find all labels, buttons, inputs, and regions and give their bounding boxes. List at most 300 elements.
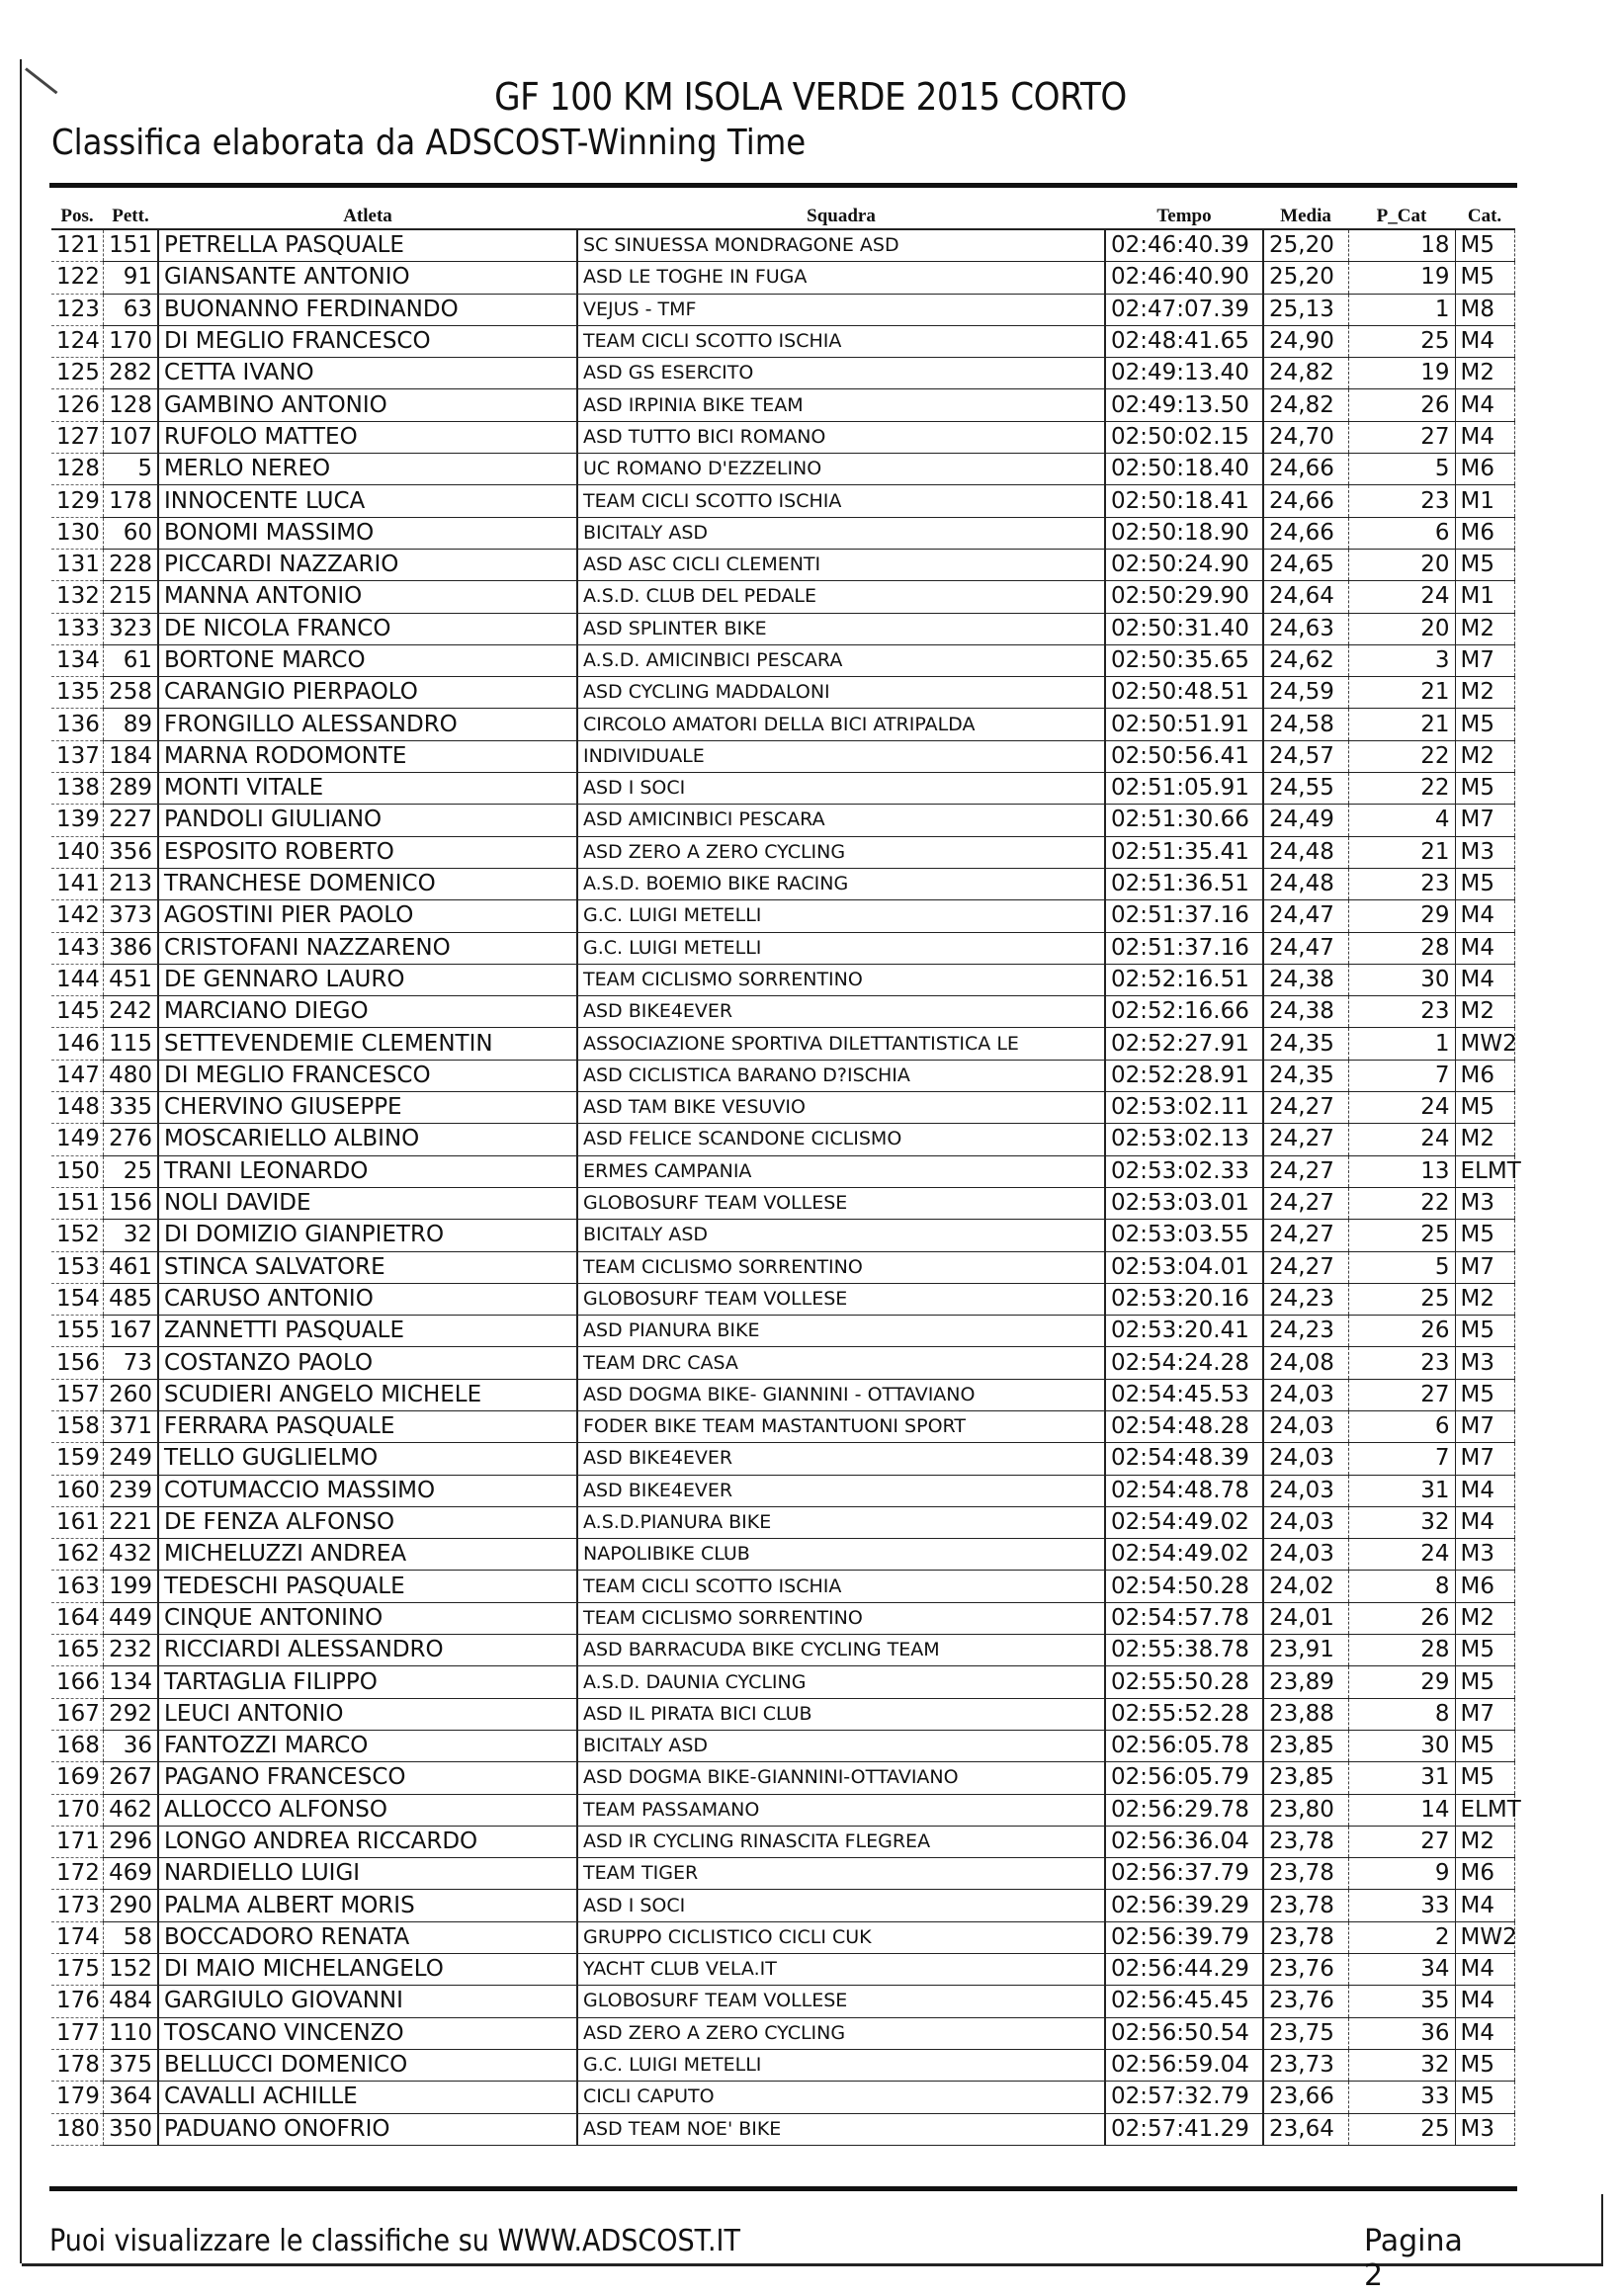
cell-pcat: 2 [1348, 1921, 1455, 1953]
table-row [51, 1379, 1514, 1410]
cell-squadra: A.S.D. CLUB DEL PEDALE [577, 581, 1105, 613]
cell-cat: M5 [1455, 549, 1514, 580]
cell-tempo: 02:49:13.50 [1105, 389, 1263, 421]
column-header-cat: Cat. [1455, 205, 1514, 229]
table-row [51, 1730, 1514, 1761]
cell-pett: 115 [103, 1028, 158, 1060]
cell-atleta: DI MAIO MICHELANGELO [158, 1954, 577, 1986]
cell-pos: 161 [51, 1506, 103, 1538]
column-header-pett: Pett. [103, 205, 158, 229]
cell-squadra: TEAM CICLI SCOTTO ISCHIA [577, 325, 1105, 357]
cell-cat: M3 [1455, 836, 1514, 868]
cell-atleta: ALLOCCO ALFONSO [158, 1794, 577, 1826]
cell-atleta: CARANGIO PIERPAOLO [158, 677, 577, 709]
cell-cat: M2 [1455, 1602, 1514, 1634]
cell-cat: M7 [1455, 1698, 1514, 1730]
table-row [51, 1155, 1514, 1187]
cell-pett: 60 [103, 517, 158, 549]
cell-pett: 128 [103, 389, 158, 421]
cell-cat: M3 [1455, 1347, 1514, 1379]
table-row [51, 932, 1514, 964]
cell-media: 25,13 [1263, 294, 1348, 325]
cell-pett: 227 [103, 805, 158, 836]
cell-pett: 461 [103, 1251, 158, 1283]
results-table [51, 205, 1521, 2146]
table-row [51, 294, 1514, 325]
cell-pos: 152 [51, 1220, 103, 1251]
cell-squadra: ASD IRPINIA BIKE TEAM [577, 389, 1105, 421]
cell-media: 24,27 [1263, 1124, 1348, 1155]
cell-tempo: 02:49:13.40 [1105, 358, 1263, 389]
cell-media: 24,48 [1263, 868, 1348, 899]
cell-pos: 159 [51, 1443, 103, 1475]
cell-tempo: 02:50:24.90 [1105, 549, 1263, 580]
cell-pos: 156 [51, 1347, 103, 1379]
cell-pcat: 30 [1348, 964, 1455, 995]
cell-squadra: GRUPPO CICLISTICO CICLI CUK [577, 1921, 1105, 1953]
table-row [51, 1220, 1514, 1251]
cell-cat: M6 [1455, 1571, 1514, 1602]
cell-cat: M4 [1455, 2017, 1514, 2049]
cell-pos: 158 [51, 1410, 103, 1442]
cell-media: 24,82 [1263, 389, 1348, 421]
cell-pcat: 36 [1348, 2017, 1455, 2049]
cell-tempo: 02:50:51.91 [1105, 709, 1263, 740]
cell-pett: 249 [103, 1443, 158, 1475]
cell-media: 23,78 [1263, 1858, 1348, 1890]
cell-atleta: DI MEGLIO FRANCESCO [158, 325, 577, 357]
cell-media: 24,23 [1263, 1316, 1348, 1347]
cell-atleta: TOSCANO VINCENZO [158, 2017, 577, 2049]
cell-media: 23,78 [1263, 1890, 1348, 1921]
cell-media: 24,35 [1263, 1028, 1348, 1060]
cell-pcat: 23 [1348, 868, 1455, 899]
cell-atleta: FANTOZZI MARCO [158, 1730, 577, 1761]
cell-pos: 134 [51, 644, 103, 676]
cell-atleta: COTUMACCIO MASSIMO [158, 1475, 577, 1506]
cell-cat: M1 [1455, 485, 1514, 517]
table-row [51, 581, 1514, 613]
cell-squadra: SC SINUESSA MONDRAGONE ASD [577, 229, 1105, 262]
cell-media: 24,03 [1263, 1410, 1348, 1442]
cell-squadra: TEAM TIGER [577, 1858, 1105, 1890]
cell-pett: 323 [103, 613, 158, 644]
cell-pcat: 27 [1348, 1379, 1455, 1410]
cell-squadra: ERMES CAMPANIA [577, 1155, 1105, 1187]
cell-pett: 213 [103, 868, 158, 899]
cell-pos: 123 [51, 294, 103, 325]
cell-media: 24,03 [1263, 1443, 1348, 1475]
cell-pos: 142 [51, 900, 103, 932]
page-subtitle: Classifica elaborata da ADSCOST-Winning Time [51, 123, 807, 163]
cell-pett: 480 [103, 1060, 158, 1091]
cell-pett: 469 [103, 1858, 158, 1890]
cell-pett: 221 [103, 1506, 158, 1538]
cell-atleta: BOCCADORO RENATA [158, 1921, 577, 1953]
cell-cat: M5 [1455, 1635, 1514, 1666]
cell-pett: 335 [103, 1092, 158, 1124]
cell-atleta: AGOSTINI PIER PAOLO [158, 900, 577, 932]
cell-atleta: PANDOLI GIULIANO [158, 805, 577, 836]
cell-squadra: BICITALY ASD [577, 1220, 1105, 1251]
cell-media: 24,35 [1263, 1060, 1348, 1091]
header-divider [49, 183, 1517, 188]
cell-pett: 356 [103, 836, 158, 868]
table-row [51, 1826, 1514, 1857]
cell-media: 24,38 [1263, 964, 1348, 995]
cell-cat: M2 [1455, 1826, 1514, 1857]
cell-pcat: 24 [1348, 1092, 1455, 1124]
cell-media: 24,27 [1263, 1092, 1348, 1124]
cell-pos: 154 [51, 1283, 103, 1315]
cell-media: 24,65 [1263, 549, 1348, 580]
table-row [51, 1506, 1514, 1538]
cell-cat: M2 [1455, 677, 1514, 709]
table-row [51, 709, 1514, 740]
cell-tempo: 02:50:18.41 [1105, 485, 1263, 517]
table-row [51, 996, 1514, 1028]
cell-media: 24,70 [1263, 421, 1348, 453]
cell-atleta: BONOMI MASSIMO [158, 517, 577, 549]
table-row [51, 1347, 1514, 1379]
cell-cat: M5 [1455, 1730, 1514, 1761]
cell-tempo: 02:50:35.65 [1105, 644, 1263, 676]
cell-atleta: MANNA ANTONIO [158, 581, 577, 613]
cell-tempo: 02:53:02.13 [1105, 1124, 1263, 1155]
cell-squadra: GLOBOSURF TEAM VOLLESE [577, 1187, 1105, 1219]
table-row [51, 613, 1514, 644]
cell-atleta: BELLUCCI DOMENICO [158, 2049, 577, 2081]
cell-squadra: ASD CICLISTICA BARANO D?ISCHIA [577, 1060, 1105, 1091]
cell-squadra: ASD I SOCI [577, 1890, 1105, 1921]
page-border-left [20, 59, 22, 2263]
cell-pos: 143 [51, 932, 103, 964]
cell-atleta: NARDIELLO LUIGI [158, 1858, 577, 1890]
cell-cat: M5 [1455, 229, 1514, 262]
cell-pett: 91 [103, 262, 158, 294]
cell-pos: 138 [51, 773, 103, 805]
cell-tempo: 02:50:29.90 [1105, 581, 1263, 613]
cell-pcat: 5 [1348, 1251, 1455, 1283]
cell-pett: 156 [103, 1187, 158, 1219]
cell-squadra: ASD AMICINBICI PESCARA [577, 805, 1105, 836]
cell-pcat: 25 [1348, 2113, 1455, 2145]
cell-pos: 175 [51, 1954, 103, 1986]
cell-pett: 290 [103, 1890, 158, 1921]
cell-pos: 162 [51, 1539, 103, 1571]
cell-pcat: 31 [1348, 1762, 1455, 1794]
cell-atleta: RICCIARDI ALESSANDRO [158, 1635, 577, 1666]
cell-tempo: 02:52:28.91 [1105, 1060, 1263, 1091]
cell-pos: 130 [51, 517, 103, 549]
cell-tempo: 02:56:59.04 [1105, 2049, 1263, 2081]
cell-squadra: ASD DOGMA BIKE-GIANNINI-OTTAVIANO [577, 1762, 1105, 1794]
cell-pos: 179 [51, 2082, 103, 2113]
cell-media: 24,27 [1263, 1220, 1348, 1251]
cell-pcat: 13 [1348, 1155, 1455, 1187]
cell-cat: M5 [1455, 2049, 1514, 2081]
cell-media: 23,85 [1263, 1762, 1348, 1794]
cell-squadra: ASD BIKE4EVER [577, 996, 1105, 1028]
cell-pos: 166 [51, 1666, 103, 1698]
cell-pett: 89 [103, 709, 158, 740]
cell-pett: 134 [103, 1666, 158, 1698]
cell-atleta: DE NICOLA FRANCO [158, 613, 577, 644]
cell-cat: M4 [1455, 900, 1514, 932]
cell-atleta: PADUANO ONOFRIO [158, 2113, 577, 2145]
cell-cat: ELMT [1455, 1794, 1514, 1826]
cell-atleta: GIANSANTE ANTONIO [158, 262, 577, 294]
cell-tempo: 02:53:02.11 [1105, 1092, 1263, 1124]
cell-media: 23,64 [1263, 2113, 1348, 2145]
cell-squadra: CICLI CAPUTO [577, 2082, 1105, 2113]
cell-atleta: INNOCENTE LUCA [158, 485, 577, 517]
table-row [51, 1954, 1514, 1986]
cell-tempo: 02:53:20.16 [1105, 1283, 1263, 1315]
cell-squadra: TEAM CICLISMO SORRENTINO [577, 1251, 1105, 1283]
cell-atleta: PAGANO FRANCESCO [158, 1762, 577, 1794]
cell-squadra: ASD DOGMA BIKE- GIANNINI - OTTAVIANO [577, 1379, 1105, 1410]
table-row [51, 1187, 1514, 1219]
cell-media: 24,59 [1263, 677, 1348, 709]
cell-pcat: 35 [1348, 1986, 1455, 2017]
cell-media: 24,82 [1263, 358, 1348, 389]
cell-pos: 146 [51, 1028, 103, 1060]
page-border-right [1601, 2194, 1603, 2263]
cell-squadra: VEJUS - TMF [577, 294, 1105, 325]
cell-atleta: MERLO NEREO [158, 454, 577, 485]
cell-media: 24,03 [1263, 1539, 1348, 1571]
cell-media: 24,38 [1263, 996, 1348, 1028]
cell-squadra: A.S.D. AMICINBICI PESCARA [577, 644, 1105, 676]
cell-atleta: GAMBINO ANTONIO [158, 389, 577, 421]
cell-media: 23,66 [1263, 2082, 1348, 2113]
cell-pett: 228 [103, 549, 158, 580]
cell-pos: 150 [51, 1155, 103, 1187]
cell-cat: M4 [1455, 1890, 1514, 1921]
cell-tempo: 02:54:48.78 [1105, 1475, 1263, 1506]
cell-pett: 451 [103, 964, 158, 995]
cell-tempo: 02:56:45.45 [1105, 1986, 1263, 2017]
table-row [51, 868, 1514, 899]
cell-squadra: ASD PIANURA BIKE [577, 1316, 1105, 1347]
cell-squadra: ASD IL PIRATA BICI CLUB [577, 1698, 1105, 1730]
cell-pcat: 24 [1348, 1124, 1455, 1155]
cell-pcat: 18 [1348, 229, 1455, 262]
cell-cat: M7 [1455, 1251, 1514, 1283]
cell-media: 23,85 [1263, 1730, 1348, 1761]
cell-cat: M2 [1455, 358, 1514, 389]
table-row [51, 773, 1514, 805]
cell-atleta: GARGIULO GIOVANNI [158, 1986, 577, 2017]
cell-pos: 128 [51, 454, 103, 485]
cell-pcat: 19 [1348, 358, 1455, 389]
cell-squadra: BICITALY ASD [577, 517, 1105, 549]
cell-squadra: TEAM CICLI SCOTTO ISCHIA [577, 485, 1105, 517]
cell-atleta: CAVALLI ACHILLE [158, 2082, 577, 2113]
cell-media: 23,89 [1263, 1666, 1348, 1698]
cell-media: 24,47 [1263, 900, 1348, 932]
cell-pett: 5 [103, 454, 158, 485]
cell-atleta: FERRARA PASQUALE [158, 1410, 577, 1442]
cell-pos: 131 [51, 549, 103, 580]
cell-pett: 58 [103, 1921, 158, 1953]
table-row [51, 2113, 1514, 2145]
cell-cat: M7 [1455, 805, 1514, 836]
cell-pett: 36 [103, 1730, 158, 1761]
cell-pos: 153 [51, 1251, 103, 1283]
table-row [51, 421, 1514, 453]
cell-pcat: 34 [1348, 1954, 1455, 1986]
cell-media: 24,47 [1263, 932, 1348, 964]
table-row [51, 1124, 1514, 1155]
cell-atleta: NOLI DAVIDE [158, 1187, 577, 1219]
table-row [51, 677, 1514, 709]
cell-atleta: CETTA IVANO [158, 358, 577, 389]
table-row [51, 1602, 1514, 1634]
cell-cat: M6 [1455, 1060, 1514, 1091]
cell-pcat: 29 [1348, 900, 1455, 932]
cell-tempo: 02:55:52.28 [1105, 1698, 1263, 1730]
table-row [51, 1794, 1514, 1826]
cell-atleta: PETRELLA PASQUALE [158, 229, 577, 262]
cell-cat: M4 [1455, 389, 1514, 421]
cell-tempo: 02:50:18.40 [1105, 454, 1263, 485]
cell-tempo: 02:55:50.28 [1105, 1666, 1263, 1698]
table-row [51, 485, 1514, 517]
column-header-media: Media [1263, 205, 1348, 229]
cell-squadra: TEAM CICLI SCOTTO ISCHIA [577, 1571, 1105, 1602]
cell-pett: 151 [103, 229, 158, 262]
cell-atleta: TELLO GUGLIELMO [158, 1443, 577, 1475]
cell-pos: 147 [51, 1060, 103, 1091]
cell-pett: 485 [103, 1283, 158, 1315]
cell-squadra: ASD FELICE SCANDONE CICLISMO [577, 1124, 1105, 1155]
table-row [51, 2082, 1514, 2113]
cell-pcat: 22 [1348, 773, 1455, 805]
cell-pett: 289 [103, 773, 158, 805]
cell-atleta: ESPOSITO ROBERTO [158, 836, 577, 868]
table-row [51, 1698, 1514, 1730]
cell-squadra: BICITALY ASD [577, 1730, 1105, 1761]
cell-cat: M5 [1455, 262, 1514, 294]
cell-squadra: ASD BIKE4EVER [577, 1443, 1105, 1475]
cell-tempo: 02:56:50.54 [1105, 2017, 1263, 2049]
cell-squadra: G.C. LUIGI METELLI [577, 2049, 1105, 2081]
table-row [51, 1635, 1514, 1666]
cell-pos: 165 [51, 1635, 103, 1666]
cell-tempo: 02:54:49.02 [1105, 1506, 1263, 1538]
cell-tempo: 02:52:27.91 [1105, 1028, 1263, 1060]
cell-squadra: ASD BIKE4EVER [577, 1475, 1105, 1506]
cell-tempo: 02:51:37.16 [1105, 900, 1263, 932]
cell-tempo: 02:54:57.78 [1105, 1602, 1263, 1634]
cell-media: 24,02 [1263, 1571, 1348, 1602]
cell-pcat: 32 [1348, 1506, 1455, 1538]
cell-atleta: MOSCARIELLO ALBINO [158, 1124, 577, 1155]
cell-cat: M5 [1455, 773, 1514, 805]
cell-tempo: 02:50:02.15 [1105, 421, 1263, 453]
table-row [51, 262, 1514, 294]
table-row [51, 805, 1514, 836]
cell-squadra: GLOBOSURF TEAM VOLLESE [577, 1986, 1105, 2017]
cell-pcat: 8 [1348, 1698, 1455, 1730]
cell-pcat: 28 [1348, 1635, 1455, 1666]
cell-media: 23,76 [1263, 1986, 1348, 2017]
cell-tempo: 02:56:36.04 [1105, 1826, 1263, 1857]
table-row [51, 1571, 1514, 1602]
cell-squadra: TEAM PASSAMANO [577, 1794, 1105, 1826]
cell-pcat: 21 [1348, 709, 1455, 740]
footer-divider [49, 2186, 1517, 2191]
cell-cat: M4 [1455, 421, 1514, 453]
cell-cat: M7 [1455, 644, 1514, 676]
table-row [51, 229, 1514, 262]
cell-tempo: 02:54:24.28 [1105, 1347, 1263, 1379]
cell-squadra: NAPOLIBIKE CLUB [577, 1539, 1105, 1571]
cell-cat: M4 [1455, 325, 1514, 357]
cell-atleta: CARUSO ANTONIO [158, 1283, 577, 1315]
cell-squadra: ASD GS ESERCITO [577, 358, 1105, 389]
cell-cat: ELMT [1455, 1155, 1514, 1187]
table-row [51, 1283, 1514, 1315]
table-row [51, 1921, 1514, 1953]
cell-pett: 260 [103, 1379, 158, 1410]
cell-pett: 199 [103, 1571, 158, 1602]
cell-cat: M4 [1455, 1954, 1514, 1986]
page-number: Pagina 2 [1364, 2224, 1463, 2293]
cell-tempo: 02:51:35.41 [1105, 836, 1263, 868]
cell-cat: M2 [1455, 740, 1514, 772]
cell-media: 24,27 [1263, 1251, 1348, 1283]
cell-pcat: 21 [1348, 836, 1455, 868]
cell-atleta: MICHELUZZI ANDREA [158, 1539, 577, 1571]
column-header-atleta: Atleta [158, 205, 577, 229]
cell-atleta: CHERVINO GIUSEPPE [158, 1092, 577, 1124]
cell-pos: 176 [51, 1986, 103, 2017]
table-row [51, 1443, 1514, 1475]
cell-cat: M5 [1455, 1762, 1514, 1794]
cell-squadra: FODER BIKE TEAM MASTANTUONI SPORT [577, 1410, 1105, 1442]
cell-pett: 232 [103, 1635, 158, 1666]
cell-atleta: SETTEVENDEMIE CLEMENTIN [158, 1028, 577, 1060]
cell-cat: M3 [1455, 1539, 1514, 1571]
cell-pett: 215 [103, 581, 158, 613]
cell-media: 24,49 [1263, 805, 1348, 836]
cell-pett: 25 [103, 1155, 158, 1187]
cell-cat: M4 [1455, 1475, 1514, 1506]
cell-pcat: 25 [1348, 325, 1455, 357]
footer-link-text: Puoi visualizzare le classifiche su WWW.ADSCOST.IT [49, 2224, 741, 2258]
cell-tempo: 02:55:38.78 [1105, 1635, 1263, 1666]
cell-pcat: 33 [1348, 2082, 1455, 2113]
cell-atleta: LONGO ANDREA RICCARDO [158, 1826, 577, 1857]
cell-pos: 155 [51, 1316, 103, 1347]
cell-tempo: 02:53:20.41 [1105, 1316, 1263, 1347]
cell-tempo: 02:54:50.28 [1105, 1571, 1263, 1602]
table-row [51, 454, 1514, 485]
cell-media: 25,20 [1263, 229, 1348, 262]
cell-squadra: YACHT CLUB VELA.IT [577, 1954, 1105, 1986]
cell-media: 24,23 [1263, 1283, 1348, 1315]
cell-pos: 160 [51, 1475, 103, 1506]
cell-tempo: 02:51:30.66 [1105, 805, 1263, 836]
table-row [51, 1251, 1514, 1283]
cell-squadra: A.S.D.PIANURA BIKE [577, 1506, 1105, 1538]
cell-pcat: 6 [1348, 517, 1455, 549]
cell-cat: M2 [1455, 996, 1514, 1028]
cell-media: 25,20 [1263, 262, 1348, 294]
